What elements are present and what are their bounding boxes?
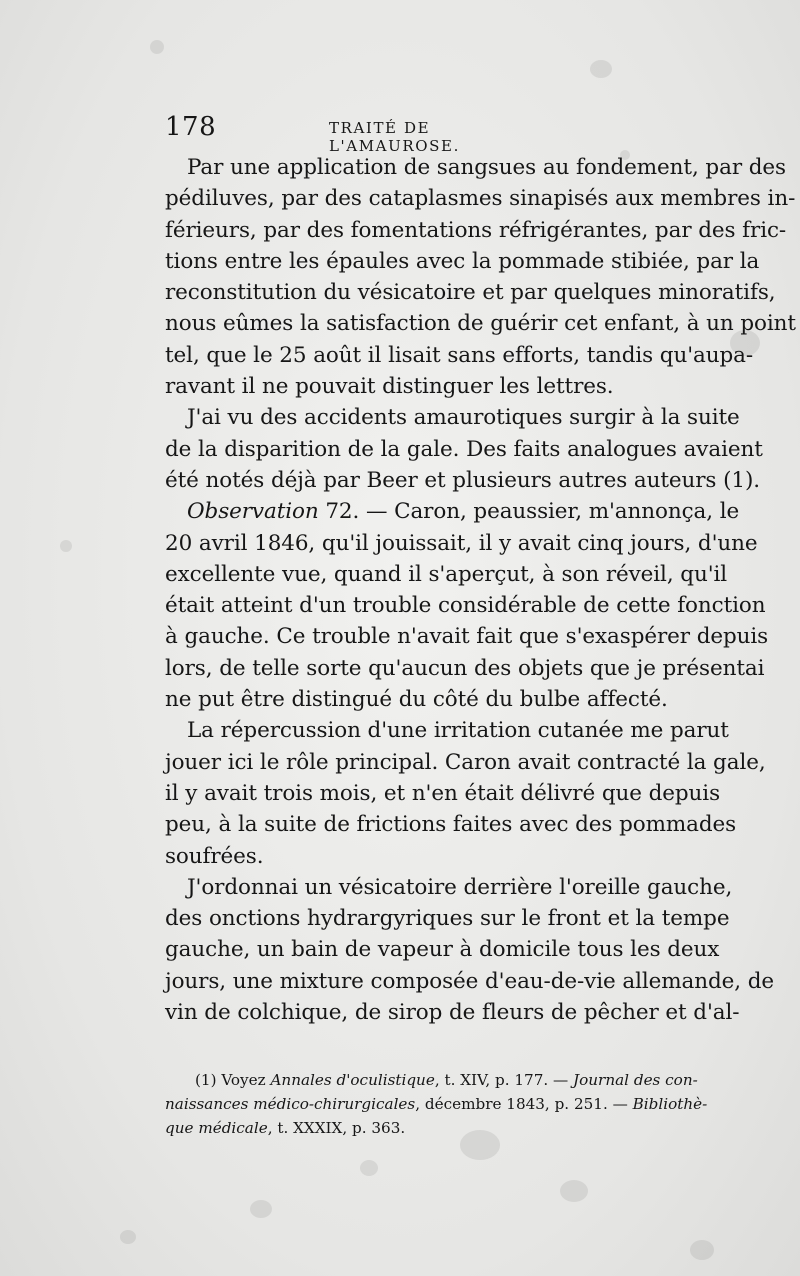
text-line: été notés déjà par Beer et plusieurs autres auteurs (1). xyxy=(165,467,760,493)
paragraph xyxy=(165,715,766,871)
text-line: peu, à la suite de frictions faites avec des pommades xyxy=(165,812,737,838)
text-line: pédiluves, par des cataplasmes sinapisés aux membres in- xyxy=(165,186,796,212)
text-line: à gauche. Ce trouble n'avait fait que s'exaspérer depuis xyxy=(165,624,769,650)
text-line: de la disparition de la gale. Des faits analogues avaient xyxy=(165,436,763,462)
footnote-line: naissances médico-chirurgicales, décembre 1843, p. 251. — Bibliothè- xyxy=(165,1095,708,1113)
paper-speck xyxy=(690,1240,714,1260)
text-line: ravant il ne pouvait distinguer les lettres. xyxy=(165,374,614,400)
text-line: férieurs, par des fomentations réfrigérantes, par des fric- xyxy=(165,217,787,243)
text-line: soufrées. xyxy=(165,843,264,869)
text-line: tions entre les épaules avec la pommade stibiée, par la xyxy=(165,248,760,274)
paper-speck xyxy=(120,1230,136,1244)
paper-speck xyxy=(560,1180,588,1202)
text-line: ne put être distingué du côté du bulbe affecté. xyxy=(165,687,668,713)
text-line: gauche, un bain de vapeur à domicile tous les deux xyxy=(165,937,720,963)
text-line: tel, que le 25 août il lisait sans efforts, tandis qu'aupa- xyxy=(165,342,754,368)
text-line: jours, une mixture composée d'eau-de-vie allemande, de xyxy=(165,968,775,994)
text-line: Par une application de sangsues au fondement, par des xyxy=(187,155,786,180)
text-line: reconstitution du vésicatoire et par quelques minoratifs, xyxy=(165,280,776,306)
paragraph xyxy=(165,496,769,715)
paper-speck xyxy=(150,40,164,54)
text-line: il y avait trois mois, et n'en était délivré que depuis xyxy=(165,780,721,806)
paragraph xyxy=(165,402,763,496)
text-line: La répercussion d'une irritation cutanée me parut xyxy=(187,718,729,744)
text-line: excellente vue, quand il s'aperçut, à son réveil, qu'il xyxy=(165,561,728,587)
text-line: était atteint d'un trouble considérable de cette fonction xyxy=(165,593,766,619)
paragraph xyxy=(165,872,775,1028)
text-line: lors, de telle sorte qu'aucun des objets que je présentai xyxy=(165,655,765,681)
footnote-line: (1) Voyez Annales d'oculistique, t. XIV, p. 177. — Journal des con- xyxy=(195,1071,698,1089)
running-title: TRAITÉ DE L'AMAUROSE. xyxy=(329,119,460,155)
text-line: J'ordonnai un vésicatoire derrière l'oreille gauche, xyxy=(187,874,733,900)
paper-speck xyxy=(590,60,612,78)
text-line: vin de colchique, de sirop de fleurs de pêcher et d'al- xyxy=(165,1000,740,1026)
footnote-line: que médicale, t. XXXIX, p. 363. xyxy=(165,1119,406,1137)
observation-label: Observation xyxy=(187,499,319,525)
text-line: des onctions hydrargyriques sur le front et la tempe xyxy=(165,906,730,932)
footnote xyxy=(165,1068,718,1140)
text-line: Observation 72. — Caron, peaussier, m'annonça, le xyxy=(187,499,740,525)
text-line: 20 avril 1846, qu'il jouissait, il y avait cinq jours, d'une xyxy=(165,530,758,556)
paragraph xyxy=(165,152,796,402)
text-line: nous eûmes la satisfaction de guérir cet enfant, à un point xyxy=(165,311,796,337)
text-line: jouer ici le rôle principal. Caron avait contracté la gale, xyxy=(165,749,766,775)
paper-speck xyxy=(360,1160,378,1176)
running-head xyxy=(165,112,545,155)
paper-speck xyxy=(250,1200,272,1218)
paper-speck xyxy=(60,540,72,552)
text-line: J'ai vu des accidents amaurotiques surgir à la suite xyxy=(187,405,740,431)
page-number: 178 xyxy=(165,112,217,142)
body-text xyxy=(165,152,796,1028)
